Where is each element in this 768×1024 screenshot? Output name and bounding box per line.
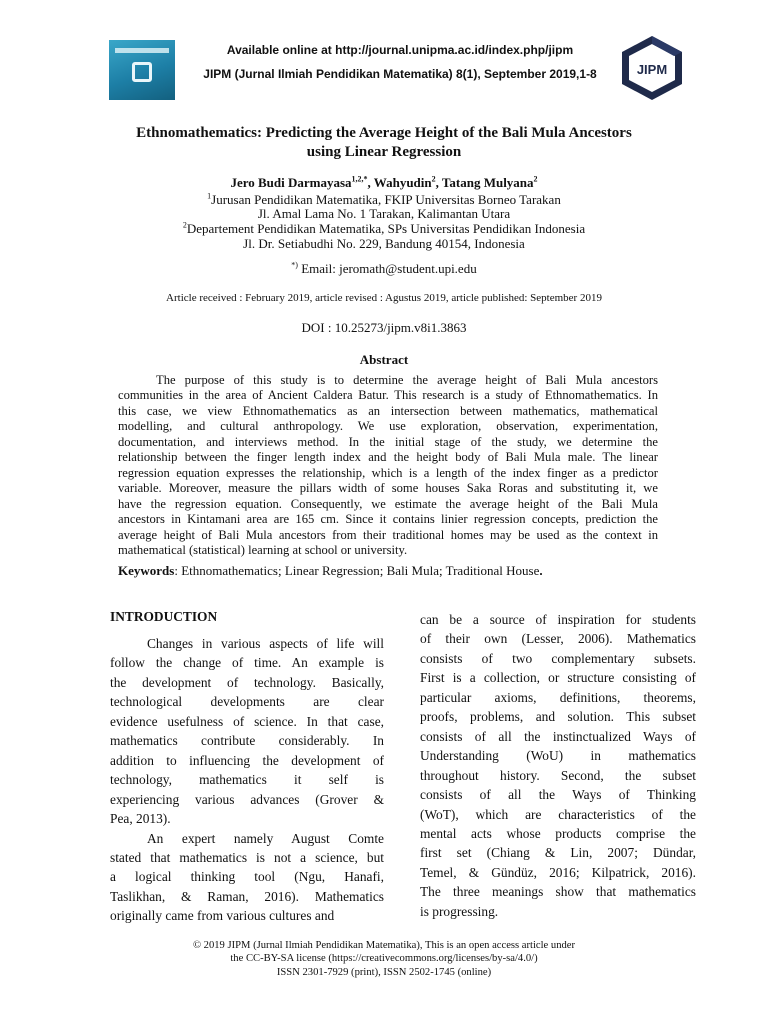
- right-column-line: throughout history. Second, the subset: [420, 767, 696, 783]
- section-heading-introduction: INTRODUCTION: [110, 609, 218, 624]
- right-column-line: particular axioms, definitions, theorems,: [420, 689, 696, 705]
- affiliation-2-marker: 2: [182, 220, 187, 230]
- paper-title-line-2: using Linear Regression: [306, 144, 462, 160]
- author-2: , Wahyudin: [367, 175, 432, 190]
- right-column-line: consists of all the instinctualized Ways of: [420, 728, 696, 744]
- left-column-line: technological developments are clear: [110, 694, 384, 710]
- cover-logo-mark: [132, 62, 152, 82]
- journal-url-line[interactable]: Available online at http://journal.unipma.ac.id/index.php/jipm: [226, 43, 574, 57]
- right-column-line: First is a collection, or structure consisting of: [420, 670, 696, 686]
- jipm-logo-text: JIPM: [636, 62, 668, 77]
- author-1: Jero Budi Darmayasa: [230, 175, 352, 190]
- author-3: , Tatang Mulyana: [435, 175, 534, 190]
- affiliation-1-marker: 1: [207, 191, 212, 201]
- email-marker: *): [291, 260, 298, 270]
- affiliation-2: [60, 221, 708, 237]
- journal-citation-line: JIPM (Jurnal Ilmiah Pendidikan Matematika) 8(1), September 2019,1-8: [203, 67, 597, 81]
- abstract-line: regression equation expresses the relationship, which is a length of the index finger as a predictor: [118, 465, 658, 480]
- right-column-line: Understanding (WoU) in mathematics: [420, 748, 696, 764]
- abstract-line: average height of Bali Mula ancestors from their traditional homes may be used as the context in: [118, 527, 658, 542]
- right-column-line: mental acts whose products comprise the: [420, 825, 696, 841]
- paper-title-line-1: Ethnomathematics: Predicting the Average Height of the Bali Mula Ancestors: [136, 125, 632, 141]
- right-column-line: The three meanings show that mathematics: [420, 884, 696, 900]
- left-column-line: evidence usefulness of science. In that case,: [110, 713, 384, 729]
- left-column-line: addition to influencing the development of: [110, 752, 384, 768]
- abstract-line: mathematical (statistical) learning at school or university.: [118, 542, 408, 557]
- abstract-line: communities in the area of Ancient Caldera Batur. This research is a study of Ethnomathematics. In: [118, 388, 658, 403]
- keywords-label: Keywords: [118, 563, 175, 578]
- abstract-line: relationship between the finger length index and the height body of Bali Mula male. The linear: [118, 450, 658, 465]
- author-3-affil: 2: [533, 174, 538, 184]
- author-list: [60, 175, 708, 191]
- abstract-body: [118, 373, 658, 558]
- abstract-line: variable. Moreover, measure the pillars width of some houses Saka Roras and substituting it, we: [118, 481, 658, 496]
- abstract-line: ancestors in Kintamani area are 165 cm. Since it contains linier regression concepts, prediction the: [118, 512, 658, 527]
- affiliation-2-text: Departement Pendidikan Matematika, SPs Universitas Pendidikan Indonesia: [186, 221, 586, 236]
- left-column-line: mathematics contribute considerably. In: [110, 733, 384, 749]
- left-column-line: follow the change of time. An example is: [110, 655, 384, 671]
- right-column-text: [420, 610, 696, 921]
- doi-link[interactable]: DOI : 10.25273/jipm.v8i1.3863: [301, 320, 467, 335]
- issn-line: ISSN 2301-7929 (print), ISSN 2502-1745 (online): [276, 967, 492, 978]
- author-1-affil: 1,2,*: [351, 174, 368, 184]
- right-column-line: can be a source of inspiration for students: [420, 612, 696, 627]
- abstract-line: The purpose of this study is to determine the average height of Bali Mula ancestors: [156, 373, 658, 387]
- keywords: [118, 563, 543, 579]
- abstract-line: this case, we view Ethnomathematics as an intersection between mathematics, mathematical: [118, 403, 658, 418]
- article-dates: Article received : February 2019, article revised : Agustus 2019, article published: September 2019: [166, 292, 602, 304]
- license-line-1: © 2019 JIPM (Jurnal Ilmiah Pendidikan Matematika), This is an open access article under: [192, 940, 576, 951]
- right-column-line: consists of two complementary subsets.: [420, 650, 696, 666]
- abstract-line: modelling, and cultural anthropology. We use exploration, observation, experimentation,: [118, 419, 658, 434]
- affiliation-1-text: Jurusan Pendidikan Matematika, FKIP Universitas Borneo Tarakan: [211, 192, 561, 207]
- left-column-line: Changes in various aspects of life will: [147, 636, 384, 651]
- jipm-logo: [616, 34, 688, 102]
- right-column-line: of their own (Lesser, 2006). Mathematics: [420, 631, 696, 647]
- abstract-line: documentation, and interviews method. In the initial stage of the study, we determine the: [118, 434, 658, 449]
- right-column-line: (WoT), which are characteristics of the: [420, 806, 696, 822]
- abstract-line: have the regression equation. Consequently, we estimate the average height of the Bali Mula: [118, 496, 658, 511]
- left-column-line: the development of technology. Basically,: [110, 674, 384, 690]
- keywords-text: : Ethnomathematics; Linear Regression; Bali Mula; Traditional House: [174, 563, 540, 578]
- right-column-line: first set (Chiang & Lin, 2007; Dündar,: [420, 845, 696, 861]
- left-column-line: stated that mathematics is not a science, but: [110, 849, 384, 865]
- left-column-text: [110, 634, 384, 926]
- left-column-line: Taslikhan, & Raman, 2016). Mathematics: [110, 888, 384, 904]
- author-2-affil: 2: [431, 174, 436, 184]
- right-column-line: consists of all the Ways of Thinking: [420, 787, 696, 803]
- right-column-line: proofs, problems, and solution. This subset: [420, 709, 696, 725]
- left-column-line: experiencing various advances (Grover &: [110, 791, 384, 807]
- left-column-line: An expert namely August Comte: [147, 830, 384, 846]
- keywords-end: .: [539, 563, 543, 578]
- right-column-line: is progressing.: [420, 903, 499, 919]
- journal-cover-thumbnail: [109, 40, 175, 100]
- cover-title-strip: [115, 48, 169, 53]
- license-line-2[interactable]: the CC-BY-SA license (https://creativecommons.org/licenses/by-sa/4.0/): [230, 953, 538, 964]
- email-text[interactable]: Email: jeromath@student.upi.edu: [297, 261, 477, 276]
- right-column-line: Temel, & Gündüz, 2016; Kilpatrick, 2016).: [420, 864, 696, 880]
- corresponding-email[interactable]: [60, 261, 708, 277]
- left-column-line: technology, mathematics it self is: [110, 772, 384, 788]
- left-column-line: Pea, 2013).: [110, 811, 171, 827]
- left-column-line: a logical thinking tool (Ngu, Hanafi,: [110, 869, 384, 885]
- affiliation-2-address: Jl. Dr. Setiabudhi No. 229, Bandung 40154, Indonesia: [243, 236, 525, 251]
- affiliation-1-address: Jl. Amal Lama No. 1 Tarakan, Kalimantan Utara: [257, 206, 511, 221]
- abstract-heading: Abstract: [359, 352, 409, 367]
- left-column-line: originally came from various cultures and: [110, 908, 335, 924]
